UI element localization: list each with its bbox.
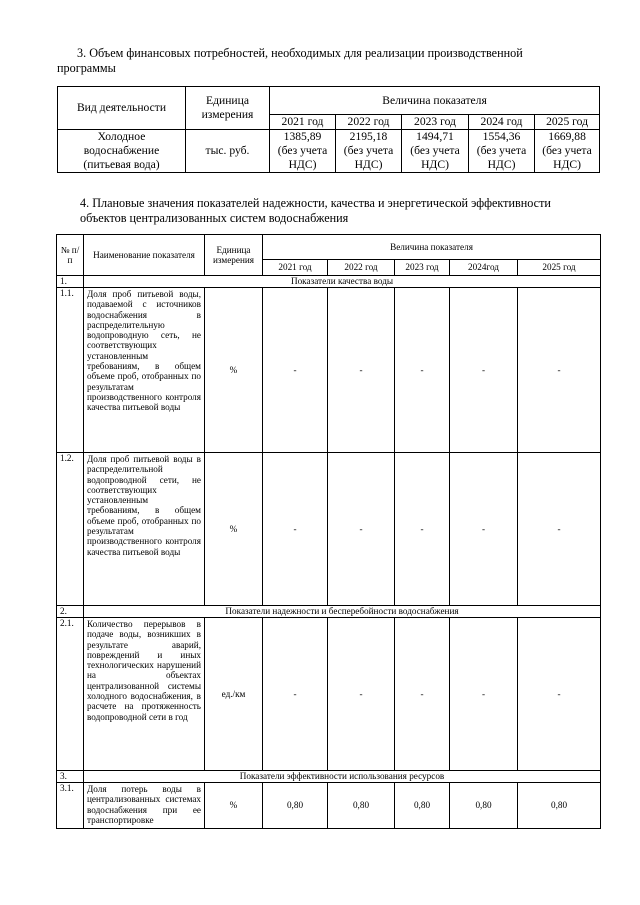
value-cell [402,130,469,173]
vat-note: (без учета НДС) [343,144,394,171]
year-header: 2025 год [535,115,600,130]
table-row [57,783,601,829]
value-cell: - [263,618,328,771]
value-cell: - [518,288,601,453]
section-num: 1. [57,276,84,288]
indicator-name: Доля проб питьевой воды, подаваемой с источников водоснабжения в распределительную водопроводную сеть, не соответствующих установленным требованиям, в общем объеме проб, отобранных по результатам производственного контроля качества питьевой воды [84,288,205,453]
table-row [57,618,601,771]
value-cell: - [518,453,601,606]
indicator-name: Доля проб питьевой воды в распределительной водопроводной сети, не соответствующих установленным требованиям, в общем объеме проб, отобранных по результатам производственного контроля качества питьевой воды [84,453,205,606]
unit-cell: ед./км [205,618,263,771]
section-row [57,606,601,618]
value-amount: 1669,88 [548,130,586,143]
row-num: 3.1. [57,783,84,829]
value-cell: - [395,288,450,453]
col-header-activity: Вид деятельности [58,87,186,130]
value-cell: 0,80 [518,783,601,829]
unit-cell: % [205,288,263,453]
value-cell: 0,80 [263,783,328,829]
section-num: 3. [57,771,84,783]
table-row [57,453,601,606]
value-cell [270,130,336,173]
value-cell: - [450,453,518,606]
value-cell: - [450,618,518,771]
section4-title: 4. Плановые значения показателей надежности, качества и энергетической эффективности [80,196,551,210]
section3-title-cont: программы [57,61,116,75]
unit-cell: % [205,783,263,829]
year-header: 2023 год [395,260,450,276]
vat-note: (без учета НДС) [476,144,527,171]
value-cell [469,130,535,173]
table-row [57,288,601,453]
value-amount: 2195,18 [349,130,388,143]
vat-note: (без учета НДС) [277,144,328,171]
value-cell: - [263,288,328,453]
col-header-unit: Единица измерения [186,87,270,130]
value-cell: - [518,618,601,771]
value-amount: 1554,36 [482,130,521,143]
col-header-value: Величина показателя [270,87,600,115]
section3-title: 3. Объем финансовых потребностей, необходимых для реализации производственной [77,46,523,60]
value-cell: 0,80 [328,783,395,829]
value-cell: - [328,453,395,606]
section-row [57,771,601,783]
indicator-name: Количество перерывов в подаче воды, возникших в результате аварий, повреждений и иных технологических нарушений на объектах централизованной системы холодного водоснабжения, в расчете на протяженность водопроводной сети в год [84,618,205,771]
unit-cell: тыс. руб. [186,130,270,173]
value-cell: - [328,288,395,453]
col-header-value: Величина показателя [263,235,601,260]
year-header: 2022 год [336,115,402,130]
vat-note: (без учета НДС) [410,144,460,171]
financial-needs-table [57,86,600,173]
value-cell: - [450,288,518,453]
value-cell [535,130,600,173]
year-header: 2025 год [518,260,601,276]
row-num: 2.1. [57,618,84,771]
activity-cell: Холодное водоснабжение (питьевая вода) [58,130,186,173]
row-num: 1.1. [57,288,84,453]
table-row [58,130,600,173]
row-num: 1.2. [57,453,84,606]
section4-title-cont: объектов централизованных систем водоснабжения [80,211,349,225]
value-cell: 0,80 [450,783,518,829]
year-header: 2023 год [402,115,469,130]
section-title: Показатели качества воды [84,276,601,288]
vat-note: (без учета НДС) [542,144,592,171]
year-header: 2022 год [328,260,395,276]
section-title: Показатели надежности и бесперебойности водоснабжения [84,606,601,618]
value-amount: 1385,89 [283,130,322,143]
col-header-num: № п/п [57,235,84,276]
section-num: 2. [57,606,84,618]
col-header-unit: Единица измерения [205,235,263,276]
section-title: Показатели эффективности использования ресурсов [84,771,601,783]
indicator-name: Доля потерь воды в централизованных системах водоснабжения при ее транспортировке [84,783,205,829]
unit-cell: % [205,453,263,606]
year-header: 2021 год [263,260,328,276]
value-amount: 1494,71 [416,130,454,143]
col-header-name: Наименование показателя [84,235,205,276]
year-header: 2024год [450,260,518,276]
value-cell: - [328,618,395,771]
value-cell [336,130,402,173]
indicators-table [56,234,601,829]
value-cell: 0,80 [395,783,450,829]
year-header: 2024 год [469,115,535,130]
value-cell: - [395,618,450,771]
value-cell: - [395,453,450,606]
section-row [57,276,601,288]
value-cell: - [263,453,328,606]
year-header: 2021 год [270,115,336,130]
